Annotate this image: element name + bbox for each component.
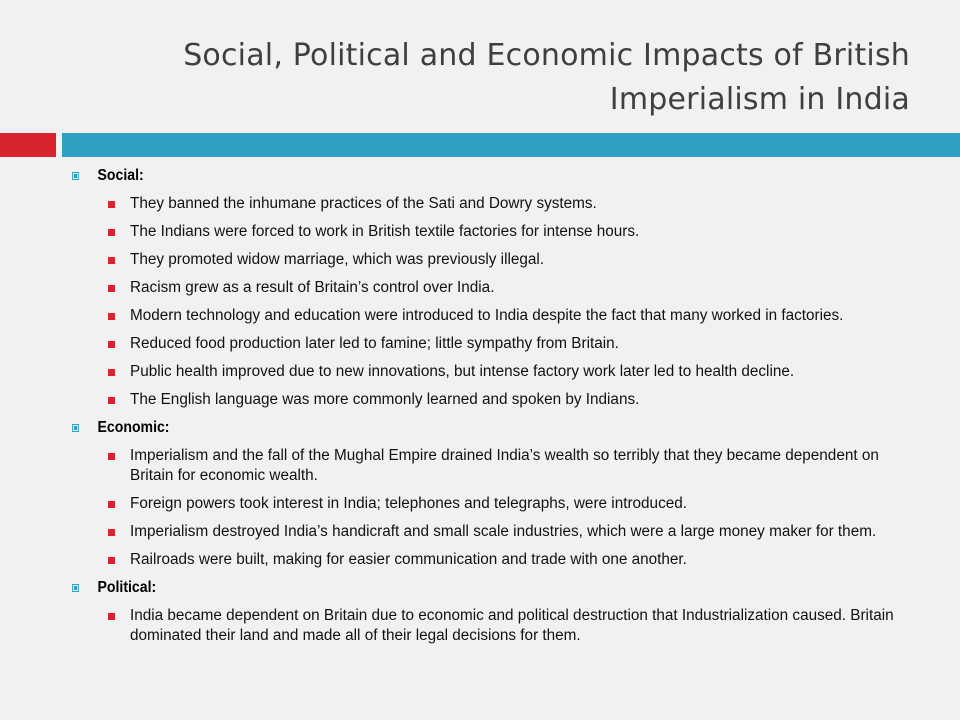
list-item [72, 446, 922, 486]
bullet-text: India became dependent on Britain due to economic and political destruction that Industrialization caused. Britain dominated their land and made all of their legal decisions for them. [130, 607, 894, 644]
bullet-icon [108, 557, 115, 564]
social-bullet-list [72, 194, 922, 410]
bullet-icon [108, 453, 115, 460]
list-item [72, 194, 922, 214]
red-accent-bar [0, 133, 56, 157]
bullet-text: They banned the inhumane practices of the Sati and Dowry systems. [130, 195, 597, 212]
list-item [72, 606, 922, 646]
slide-title-line-2: Imperialism in India [609, 82, 910, 117]
section-heading-social [72, 166, 820, 186]
section-heading-text: Social: [97, 167, 144, 184]
section-bullet-icon [72, 424, 79, 432]
bullet-icon [108, 529, 115, 536]
section-heading-political [72, 578, 820, 598]
slide-title-line-1: Social, Political and Economic Impacts of British [183, 38, 910, 73]
bullet-text: The English language was more commonly learned and spoken by Indians. [130, 391, 640, 408]
slide-title [90, 34, 910, 122]
economic-bullet-list [72, 446, 922, 570]
bullet-text: Public health improved due to new innovations, but intense factory work later led to health decline. [130, 363, 795, 380]
list-item [72, 494, 922, 514]
bullet-icon [108, 369, 115, 376]
list-item [72, 550, 922, 570]
list-item [72, 306, 922, 326]
list-item [72, 362, 922, 382]
section-heading-text: Economic: [97, 419, 170, 436]
bullet-icon [108, 257, 115, 264]
bullet-text: Foreign powers took interest in India; telephones and telegraphs, were introduced. [130, 495, 687, 512]
bullet-text: They promoted widow marriage, which was previously illegal. [130, 251, 545, 268]
bullet-text: Modern technology and education were introduced to India despite the fact that many worked in factories. [130, 307, 844, 324]
bullet-icon [108, 397, 115, 404]
section-bullet-icon [72, 172, 79, 180]
bullet-text: Reduced food production later led to famine; little sympathy from Britain. [130, 335, 619, 352]
section-heading-economic [72, 418, 820, 438]
bullet-icon [108, 341, 115, 348]
political-bullet-list [72, 606, 922, 646]
blue-accent-bar [62, 133, 960, 157]
list-item [72, 278, 922, 298]
section-bullet-icon [72, 584, 79, 592]
bullet-text: Railroads were built, making for easier communication and trade with one another. [130, 551, 687, 568]
bullet-icon [108, 201, 115, 208]
slide-body [72, 166, 922, 654]
bullet-icon [108, 285, 115, 292]
list-item [72, 390, 922, 410]
bullet-icon [108, 229, 115, 236]
list-item [72, 222, 922, 242]
list-item [72, 334, 922, 354]
bullet-text: Racism grew as a result of Britain’s control over India. [130, 279, 495, 296]
list-item [72, 250, 922, 270]
bullet-text: The Indians were forced to work in British textile factories for intense hours. [130, 223, 640, 240]
section-heading-text: Political: [97, 579, 157, 596]
bullet-text: Imperialism destroyed India’s handicraft and small scale industries, which were a large money maker for them. [130, 523, 877, 540]
bullet-icon [108, 501, 115, 508]
list-item [72, 522, 922, 542]
bullet-icon [108, 613, 115, 620]
bullet-text: Imperialism and the fall of the Mughal Empire drained India’s wealth so terribly that they became dependent on Britain for economic wealth. [130, 447, 879, 484]
bullet-icon [108, 313, 115, 320]
